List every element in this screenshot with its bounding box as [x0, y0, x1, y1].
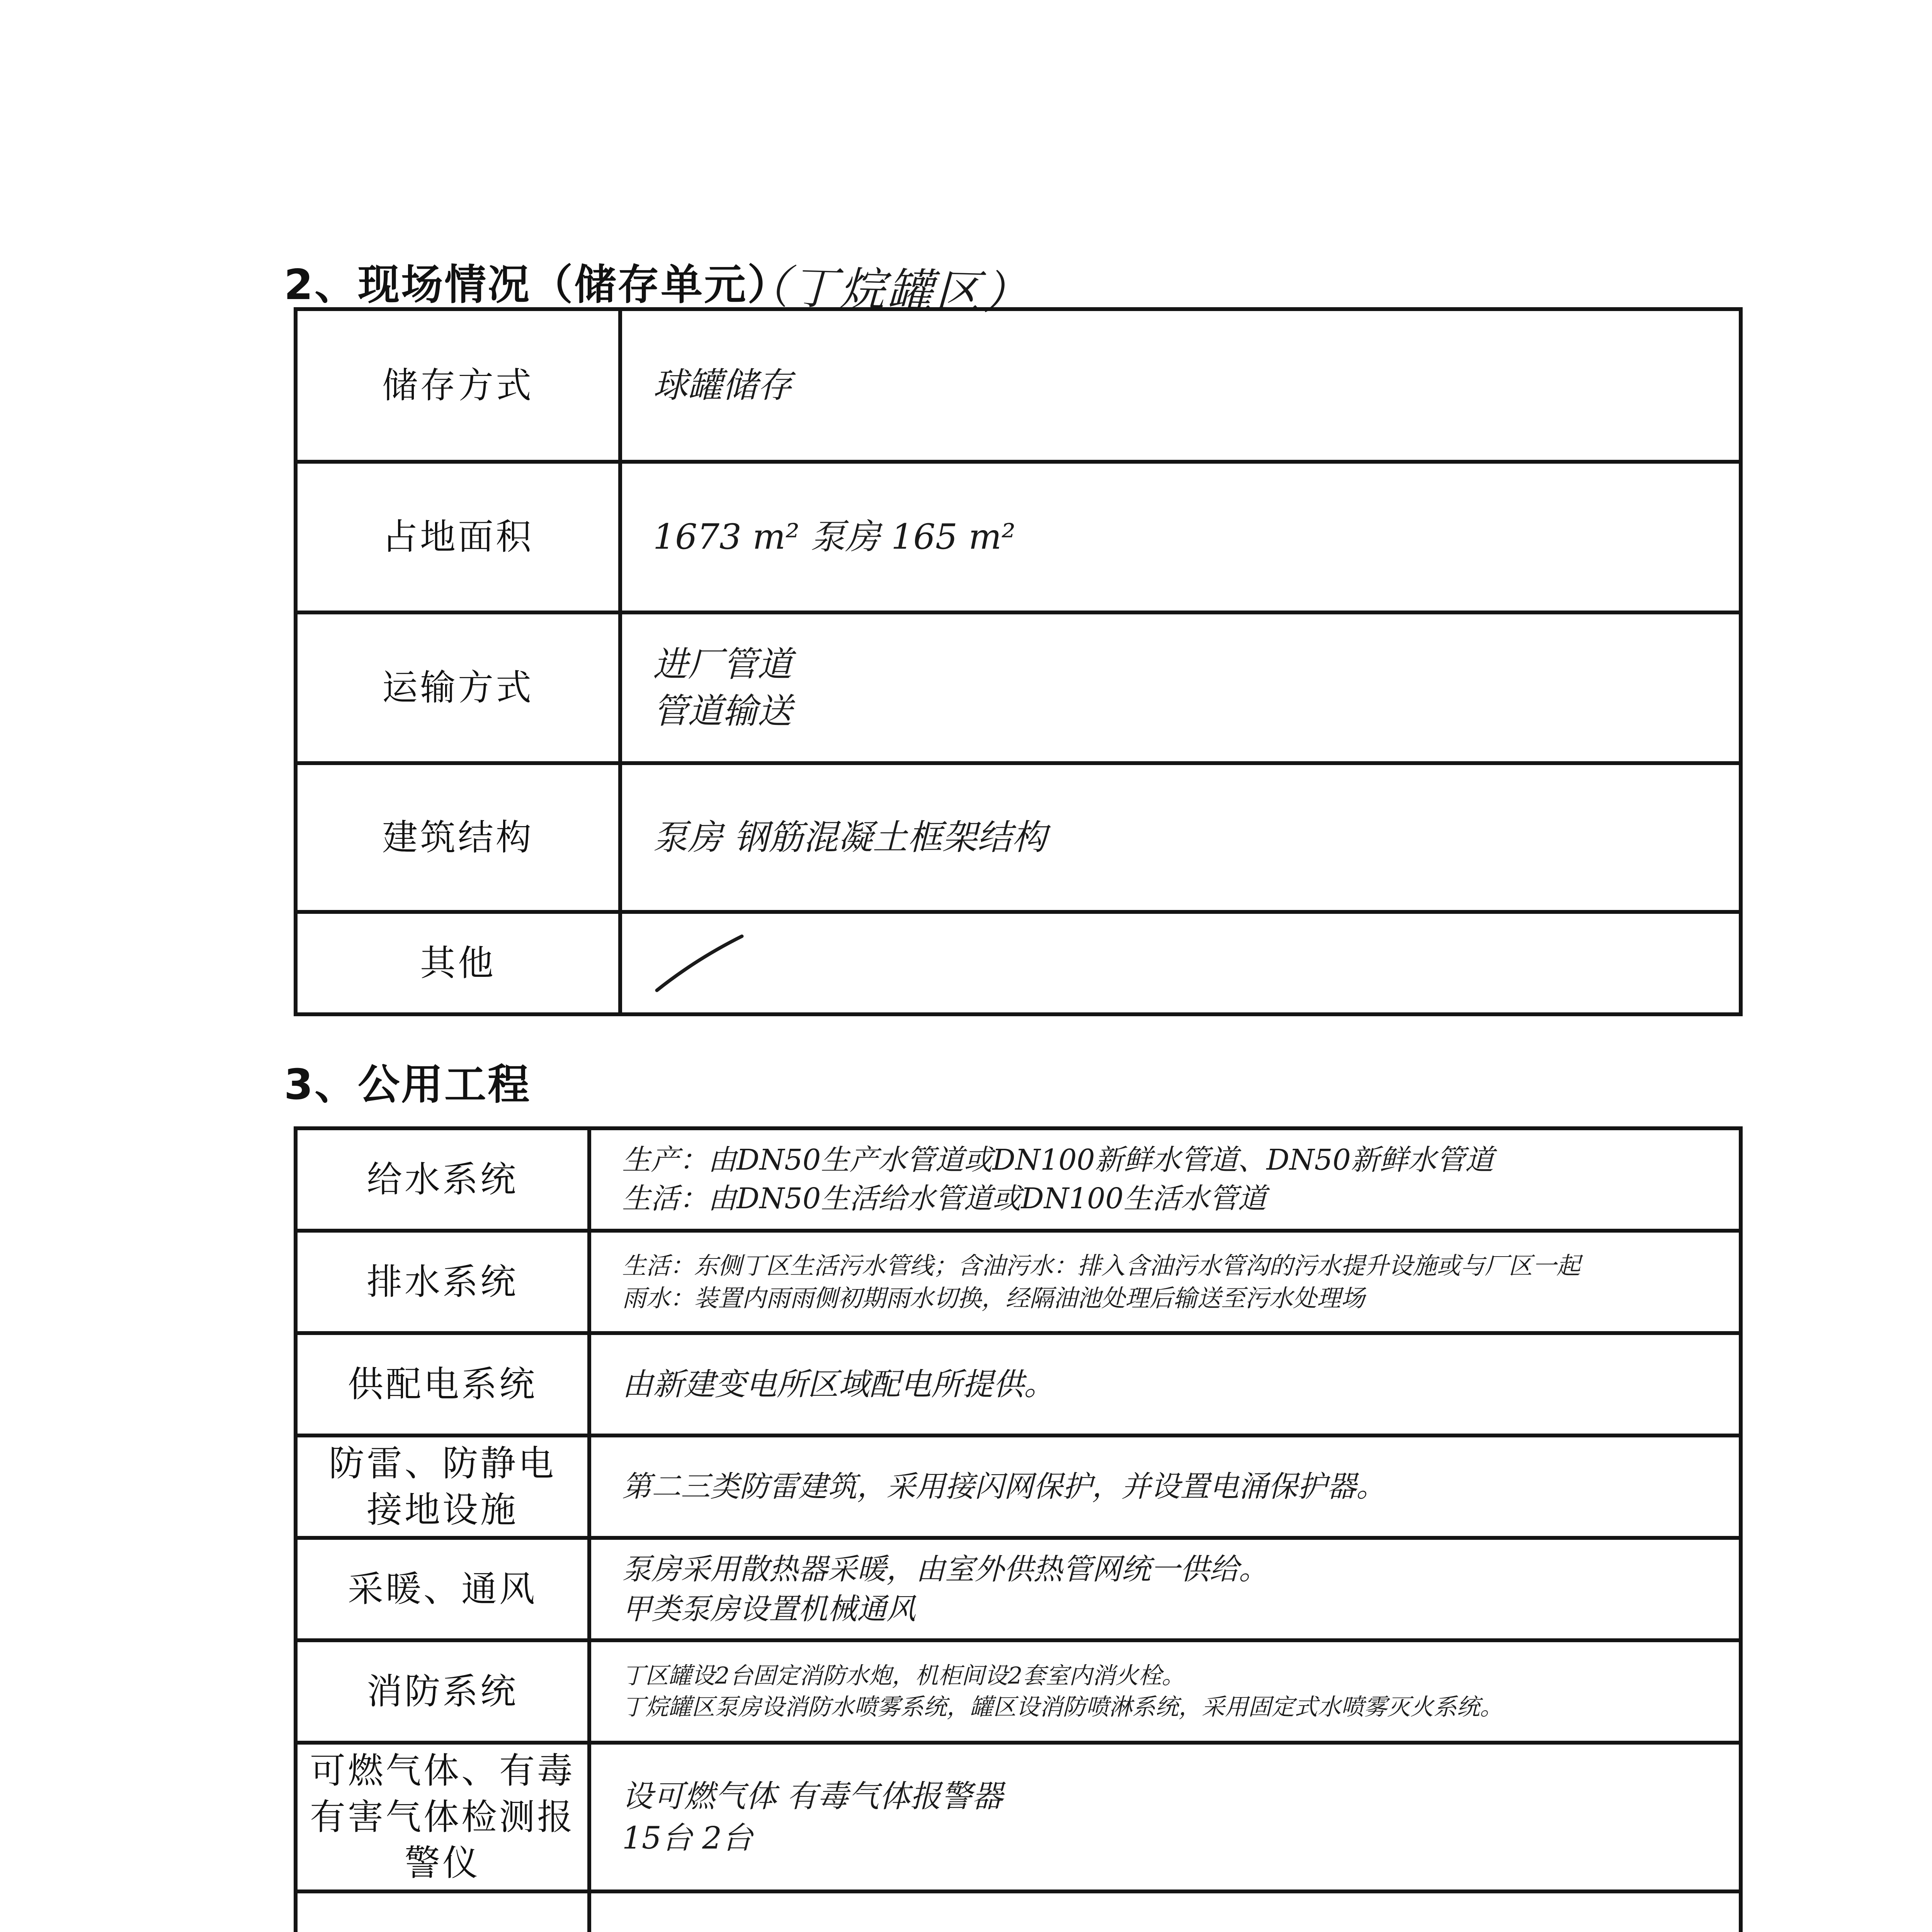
table-row — [296, 1891, 1741, 1932]
storage-unit-table — [294, 307, 1743, 1016]
table-row — [296, 1231, 1741, 1333]
row-label-gas-detector: 可燃气体、有毒 有害气体检测报 警仪 — [296, 1743, 589, 1891]
handwritten-line: 管道输送 — [653, 691, 792, 731]
section2-title: 2、现场情况（储存单元） — [284, 261, 791, 309]
row-value-water-supply — [589, 1128, 1741, 1231]
row-label-storage-method: 储存方式 — [296, 309, 620, 462]
section2-handwritten-note: （丁烷罐区） — [743, 259, 1032, 320]
handwritten-line: 生活：东侧丁区生活污水管线；含油污水：排入含油污水管沟的污水提升设施或与厂区一起 — [622, 1251, 1581, 1280]
row-value-floor-area — [620, 462, 1741, 612]
handwritten-line: 由新建变电所区域配电所提供。 — [622, 1366, 1055, 1402]
table-row — [296, 1743, 1741, 1891]
row-value-safety-signs — [589, 1891, 1741, 1932]
row-value-power-supply — [589, 1333, 1741, 1435]
table-row — [296, 462, 1741, 612]
row-label-building-structure: 建筑结构 — [296, 763, 620, 912]
row-value-other — [620, 912, 1741, 1014]
row-label-water-supply: 给水系统 — [296, 1128, 589, 1231]
handwritten-line: 进厂管道 — [653, 644, 792, 685]
row-label-fire-protection: 消防系统 — [296, 1640, 589, 1743]
row-value-gas-detector — [589, 1743, 1741, 1891]
row-value-storage-method — [620, 309, 1741, 462]
table-row — [296, 1435, 1741, 1538]
section3-title: 3、公用工程 — [284, 1061, 531, 1109]
row-label-transport-method: 运输方式 — [296, 612, 620, 763]
handwritten-line: 泵房 钢筋混凝土框架结构 — [653, 817, 1047, 858]
empty-slash-mark — [653, 932, 746, 994]
handwritten-line: 丁区罐设2台固定消防水炮，机柜间设2套室内消火栓。 — [622, 1662, 1185, 1689]
row-value-lightning-protection — [589, 1435, 1741, 1538]
handwritten-line: 泵房采用散热器采暖，由室外供热管网统一供给。 — [622, 1551, 1268, 1586]
handwritten-line: 雨水：装置内雨雨侧初期雨水切换，经隔油池处理后输送至污水处理场 — [622, 1284, 1365, 1312]
handwritten-line: 生活：由DN50生活给水管道或DN100生活水管道 — [622, 1182, 1267, 1215]
handwritten-line: 球罐储存 — [653, 365, 792, 406]
row-label-floor-area: 占地面积 — [296, 462, 620, 612]
row-label-drainage: 排水系统 — [296, 1231, 589, 1333]
row-label-other: 其他 — [296, 912, 620, 1014]
row-value-building-structure — [620, 763, 1741, 912]
handwritten-line: 第二三类防雷建筑，采用接闪网保护，并设置电涌保护器。 — [622, 1469, 1386, 1504]
handwritten-line: 甲类泵房设置机械通风 — [622, 1591, 916, 1626]
row-label-power-supply: 供配电系统 — [296, 1333, 589, 1435]
row-value-transport-method — [620, 612, 1741, 763]
handwritten-line: 生产：由DN50生产水管道或DN100新鲜水管道、DN50新鲜水管道 — [622, 1143, 1494, 1177]
table-row — [296, 1640, 1741, 1743]
handwritten-line: 设可燃气体 有毒气体报警器 — [622, 1778, 1003, 1814]
row-value-fire-protection — [589, 1640, 1741, 1743]
table-row — [296, 1333, 1741, 1435]
table-row — [296, 612, 1741, 763]
handwritten-line: 15台 2台 — [622, 1820, 753, 1856]
public-utilities-table — [294, 1126, 1743, 1932]
table-row — [296, 309, 1741, 462]
handwritten-line: 1673 m² 泵房 165 m² — [653, 517, 1016, 558]
table-row — [296, 1128, 1741, 1231]
row-value-heating-ventilation — [589, 1538, 1741, 1640]
table-row — [296, 763, 1741, 912]
table-row — [296, 912, 1741, 1014]
row-label-lightning-protection: 防雷、防静电 接地设施 — [296, 1435, 589, 1538]
handwritten-line: 丁烷罐区泵房设消防水喷雾系统，罐区设消防喷淋系统，采用固定式水喷雾灭火系统。 — [622, 1693, 1503, 1721]
row-label-safety-signs — [296, 1891, 589, 1932]
table-row — [296, 1538, 1741, 1640]
row-value-drainage — [589, 1231, 1741, 1333]
row-label-heating-ventilation: 采暖、通风 — [296, 1538, 589, 1640]
